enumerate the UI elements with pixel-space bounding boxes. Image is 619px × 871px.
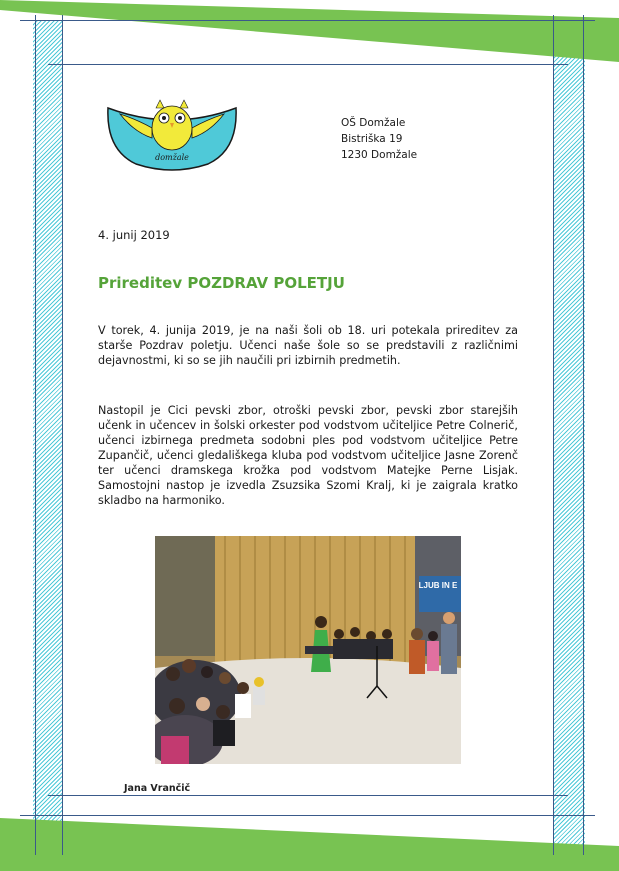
address-postal-city: 1230 Domžale	[341, 149, 418, 161]
frame-left-line	[35, 15, 36, 855]
address-school-name: OŠ Domžale	[341, 117, 406, 129]
top-green-band	[0, 0, 619, 62]
school-logo	[104, 98, 240, 174]
address-street: Bistriška 19	[341, 133, 403, 145]
owl-school-logo-icon	[104, 98, 240, 174]
frame-top-inner-line	[48, 64, 568, 65]
frame-bottom-line	[20, 815, 595, 816]
logo-text: domžale	[155, 153, 189, 162]
school-address	[341, 115, 417, 163]
document-date: 4. junij 2019	[98, 228, 170, 242]
paragraph-performers: Nastopil je Cici pevski zbor, otroški pevski zbor, pevski zbor starejših učenk in učencev in šolski orkester pod vodstvom učiteljice Petre Colnerič, učenci izbirnega predmeta sodobni ples pod vodstvom učiteljice Petre Zupančič, učenci gledališkega kluba pod vodstvom učiteljice Jasne Zorenč ter učenci dramskega krožka pod vodstvom Matejke Perne Lisjak. Samostojni nastop je izvedla Zsuzsika Szomi Kralj, ki je zaigrala kratko skladbo na harmoniko.	[98, 404, 518, 507]
article-title: Prireditev POZDRAV POLETJU	[98, 274, 345, 292]
frame-top-line	[20, 20, 595, 21]
author-signature: Jana Vrančič	[124, 783, 191, 794]
frame-right-line	[553, 15, 554, 855]
event-photo	[155, 536, 461, 764]
paragraph-intro: V torek, 4. junija 2019, je na naši šoli ob 18. uri potekala prireditev za starše Pozdrav poletju. Učenci naše šole so se predstavili z različnimi dejavnostmi, ki so se jih naučili pri izbirnih predmetih.	[98, 324, 518, 367]
frame-left-inner-line	[62, 15, 63, 855]
bottom-green-band	[0, 818, 619, 871]
frame-bottom-inner-line	[48, 795, 568, 796]
frame-right-inner-line	[583, 15, 584, 855]
photo-wall-sign-text: LJUB IN E	[418, 581, 458, 590]
event-photo-illustration	[155, 536, 461, 764]
